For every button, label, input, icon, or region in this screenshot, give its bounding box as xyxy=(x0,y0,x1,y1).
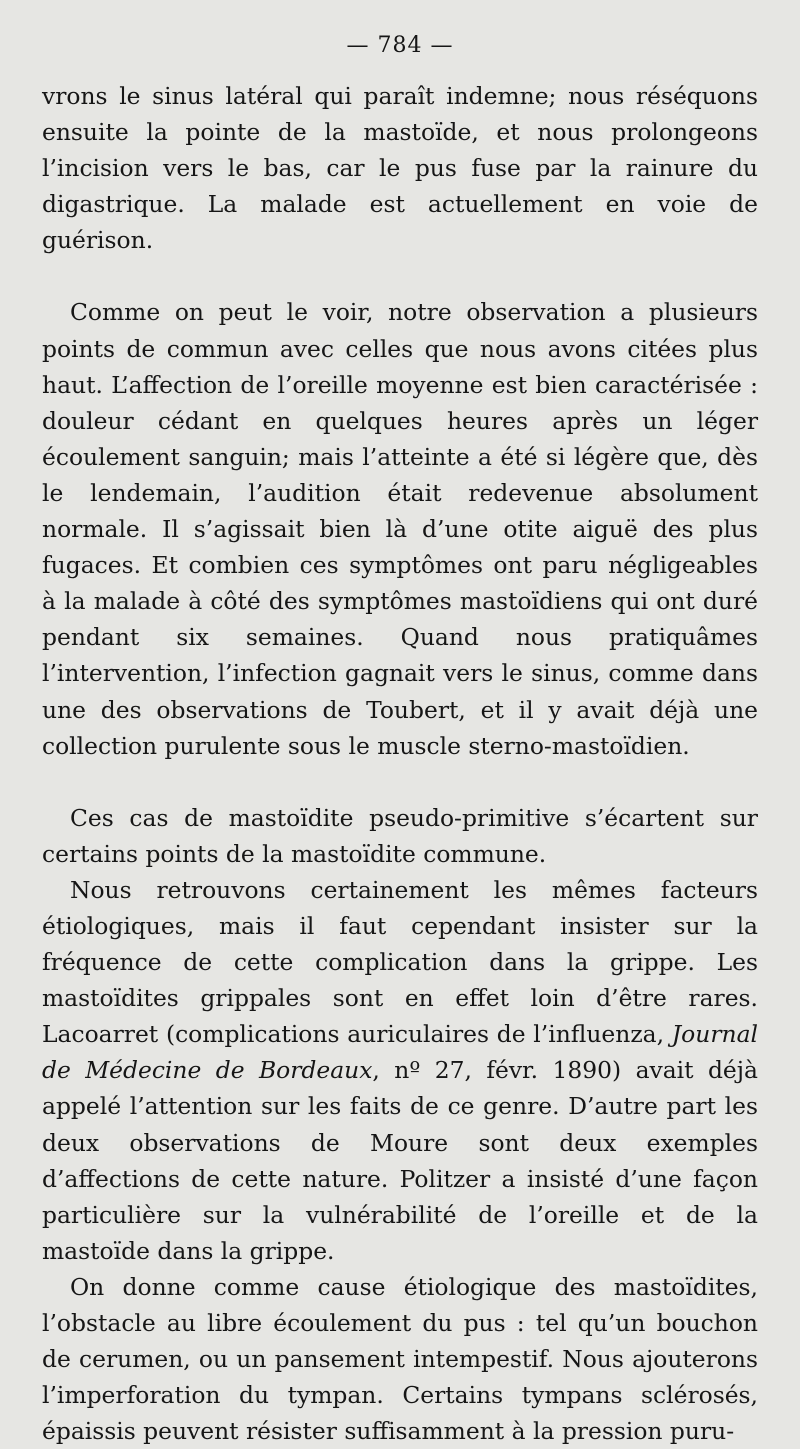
paragraph-continuation: vrons le sinus latéral qui paraît indemne; nous réséquons ensuite la pointe de la mastoïde, et nous prolongeons l’incision vers le bas, car le pus fuse par la rainure du digastrique. La malade est actuellement en voie de guérison. xyxy=(42,82,758,255)
paragraph-etiology-grippe xyxy=(42,872,758,1269)
paragraph-spacer xyxy=(42,764,758,800)
page-number: — 784 — xyxy=(346,33,454,58)
paragraph-text: , nº 27, févr. 1890) avait déjà appelé l’attention sur les faits de ce genre. D’autre part les deux observations de Moure sont deux exemples d’affections de cette nature. Politzer a insisté d’une façon particulière sur la vulnérabilité de l’oreille et de la mastoïde dans la grippe. xyxy=(42,1056,758,1265)
journal-title: Journal de Médecine de Bordeaux xyxy=(42,1020,758,1085)
paragraph-observation-comparison: Comme on peut le voir, notre observation a plusieurs points de commun avec celles que nous avons citées plus haut. L’affection de l’oreille moyenne est bien caractérisée : douleur cédant en quelques heures après un léger écoulement sanguin; mais l’atteinte a été si légère que, dès le lendemain, l’audition était redevenue absolument normale. Il s’agissait bien là d’une otite aiguë des plus fugaces. Et combien ces symptômes ont paru négligeables à la malade à côté des symptômes mastoïdiens qui ont duré pendant six semaines. Quand nous pratiquâmes l’intervention, l’infection gagnait vers le sinus, comme dans une des observations de Toubert, et il y avait déjà une collection purulente sous le muscle sterno-mastoïdien. xyxy=(42,298,758,760)
paragraph-etiology-obstacle: On donne comme cause étiologique des mastoïdites, l’obstacle au libre écoulement du pus : tel qu’un bouchon de cerumen, ou un pansement intempestif. Nous ajouterons l’imperforation du tympan. Certains tympans sclérosés, épaissis peuvent résister suffisamment à la pression puru- xyxy=(42,1272,758,1446)
paragraph-spacer xyxy=(42,258,758,294)
paragraph-pseudo-primitive: Ces cas de mastoïdite pseudo-primitive s’écartent sur certains points de la mastoïdite commune. xyxy=(42,803,758,868)
paragraph-text: Nous retrouvons certainement les mêmes facteurs étiologiques, mais il faut cependant insister sur la fréquence de cette complication dans la grippe. Les mastoïdites grippales sont en effet loin d’être rares. Lacoarret (complications auriculaires de l’influenza, xyxy=(42,875,758,1049)
